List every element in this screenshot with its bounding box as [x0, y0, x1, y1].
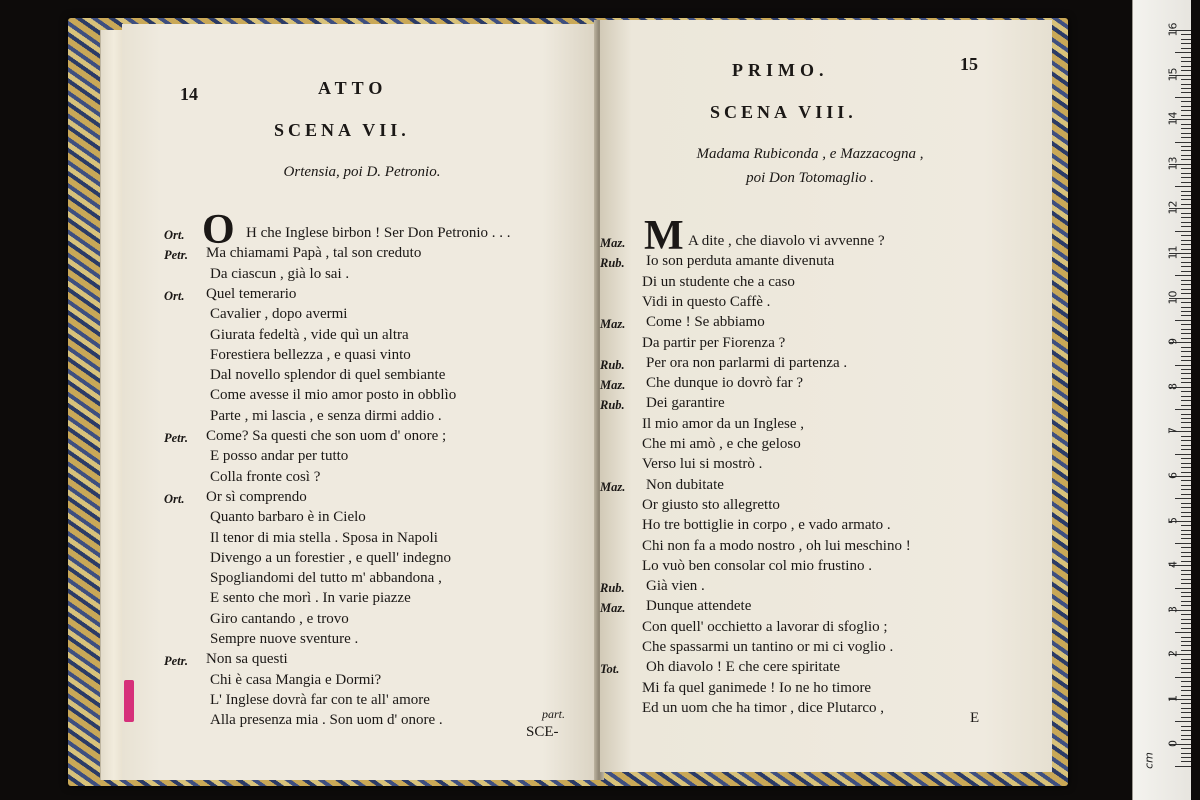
ruler-tick [1181, 449, 1191, 450]
ruler-tick [1181, 257, 1191, 258]
ruler-tick [1181, 249, 1191, 250]
ruler-tick [1181, 405, 1191, 406]
ruler-tick [1175, 498, 1191, 499]
catchword: E [970, 710, 980, 726]
ruler-tick [1181, 217, 1191, 218]
ruler-unit: cm [1142, 752, 1156, 769]
ruler-tick [1181, 686, 1191, 687]
ruler-number: 4 [1166, 561, 1180, 569]
ruler-tick [1181, 480, 1191, 481]
ruler-tick [1181, 659, 1191, 660]
verse-line: Quanto barbaro è in Cielo [210, 509, 366, 526]
speaker-label: Ort. [164, 228, 185, 242]
ruler-tick [1181, 373, 1191, 374]
stage-direction: part. [542, 707, 566, 721]
verse-line: Dei garantire [646, 395, 725, 412]
verse-line: Con quell' occhietto a lavorar di sfoglio ; [642, 618, 888, 635]
ruler-tick [1181, 547, 1191, 548]
verse-line: Giurata fedeltà , vide quì un altra [210, 326, 409, 343]
ruler-number: 14 [1166, 111, 1180, 126]
ruler-tick [1181, 351, 1191, 352]
verse-line: Di un studente che a caso [642, 273, 795, 290]
verse-line: Non dubitate [646, 476, 724, 493]
drop-cap: M [644, 213, 684, 259]
ruler-tick [1181, 124, 1191, 125]
ruler-tick [1181, 708, 1191, 709]
scene-title: SCENA VII. [274, 120, 410, 140]
ruler-tick [1181, 382, 1191, 383]
ruler-tick [1175, 186, 1191, 187]
verse-line: Sempre nuove sventure . [210, 631, 359, 647]
ruler-tick [1181, 400, 1191, 401]
ruler-tick [1181, 628, 1191, 629]
ruler-number: 8 [1166, 382, 1180, 390]
ruler-tick [1181, 289, 1191, 290]
ruler-tick [1181, 43, 1191, 44]
verse-line: Dunque attendete [646, 598, 752, 615]
ruler-tick [1181, 302, 1191, 303]
ruler-tick [1181, 150, 1191, 151]
ruler-tick [1181, 79, 1191, 80]
verse-line: Chi non fa a modo nostro , oh lui meschino ! [642, 537, 911, 554]
ruler-tick [1181, 391, 1191, 392]
verse-line: Chi è casa Mangia e Dormi? [210, 671, 382, 688]
ruler-tick [1181, 695, 1191, 696]
ruler-tick [1181, 753, 1191, 754]
verse-line: Vidi in questo Caffè . [642, 293, 771, 310]
verse-line: Ma chiamami Papà , tal son creduto [206, 245, 422, 262]
ruler-tick [1181, 195, 1191, 196]
ruler-tick [1181, 668, 1191, 669]
ruler-tick [1181, 106, 1191, 107]
ruler-tick [1181, 427, 1191, 428]
ruler-tick [1181, 39, 1191, 40]
ruler-tick [1181, 672, 1191, 673]
verse-line: Che dunque io dovrò far ? [646, 375, 804, 392]
ruler-tick [1181, 347, 1191, 348]
ruler-tick [1181, 570, 1191, 571]
verse-line: Da partir per Fiorenza ? [642, 334, 786, 351]
ruler-tick [1181, 315, 1191, 316]
ruler-tick [1181, 88, 1191, 89]
ruler-tick [1181, 525, 1191, 526]
ruler-tick [1181, 650, 1191, 651]
verse-line: Divengo a un forestier , e quell' indegno [210, 549, 451, 566]
ruler-tick [1181, 396, 1191, 397]
verse-line: Cavalier , dopo avermi [210, 306, 348, 323]
verse-line: Io son perduta amante divenuta [646, 253, 835, 270]
character-list [620, 142, 1000, 190]
verse-line: Come? Sa questi che son uom d' onore ; [206, 428, 447, 444]
ruler-tick [1181, 240, 1191, 241]
ruler-tick [1175, 275, 1191, 276]
ruler-tick [1181, 530, 1191, 531]
character-line: poi Don Totomaglio . [746, 170, 874, 186]
ruler-tick [1181, 592, 1191, 593]
ruler-tick [1181, 284, 1191, 285]
ruler-tick [1181, 137, 1191, 138]
ruler-tick [1181, 338, 1191, 339]
ruler-tick [1181, 244, 1191, 245]
ruler-tick [1181, 333, 1191, 334]
right-page [600, 20, 1052, 772]
ruler-number: 12 [1166, 200, 1180, 215]
ruler-tick [1181, 726, 1191, 727]
ruler-tick [1181, 293, 1191, 294]
ruler-tick [1181, 324, 1191, 325]
ruler-tick [1181, 445, 1191, 446]
page-number: 14 [180, 84, 198, 104]
ruler-tick [1175, 721, 1191, 722]
ruler-tick [1181, 561, 1191, 562]
verse-line: Forestiera bellezza , e quasi vinto [210, 346, 411, 363]
left-page [122, 24, 600, 780]
ruler-tick [1181, 467, 1191, 468]
ruler-tick [1175, 766, 1191, 767]
ruler-tick [1181, 235, 1191, 236]
character-list: Ortensia, poi D. Petronio. [283, 164, 441, 180]
ruler-tick [1181, 605, 1191, 606]
speaker-label: Petr. [164, 431, 188, 445]
verse-line: Or sì comprendo [206, 488, 307, 505]
ruler-tick [1181, 472, 1191, 473]
ruler-tick [1181, 583, 1191, 584]
ruler-tick [1181, 226, 1191, 227]
ruler-number: 3 [1166, 605, 1180, 613]
ruler-tick [1175, 52, 1191, 53]
ruler-tick [1181, 101, 1191, 102]
speaker-label: Rub. [600, 581, 625, 596]
ruler-tick [1181, 168, 1191, 169]
ruler-tick [1175, 409, 1191, 410]
ruler-tick [1181, 204, 1191, 205]
verse-line: A dite , che diavolo vi avvenne ? [688, 233, 885, 249]
verse-line: Verso lui si mostrò . [642, 456, 763, 473]
catchword: SCE- [526, 724, 559, 740]
speaker-label: Petr. [164, 654, 188, 669]
ruler-tick [1181, 645, 1191, 646]
speaker-label: Rub. [600, 256, 625, 271]
speaker-label: Ort. [164, 288, 185, 303]
ruler-tick [1181, 48, 1191, 49]
ruler-tick [1181, 601, 1191, 602]
ruler-number: 15 [1166, 67, 1180, 82]
ruler-tick [1181, 66, 1191, 67]
ruler-tick [1181, 703, 1191, 704]
speaker-label: Rub. [600, 357, 625, 372]
running-head: PRIMO. [732, 60, 829, 80]
ruler-tick [1175, 677, 1191, 678]
speaker-label: Maz. [600, 378, 626, 393]
ruler-tick [1181, 690, 1191, 691]
ruler-tick [1175, 365, 1191, 366]
ruler-tick [1181, 173, 1191, 174]
verse-line: Colla fronte così ? [210, 468, 321, 485]
ruler-tick [1181, 712, 1191, 713]
ruler-tick [1181, 436, 1191, 437]
verse-line: Giro cantando , e trovo [210, 610, 349, 627]
ruler-tick [1181, 57, 1191, 58]
ruler-tick [1175, 97, 1191, 98]
ruler-tick [1181, 133, 1191, 134]
speaker-label: Maz. [600, 479, 626, 494]
ruler-tick [1175, 320, 1191, 321]
verse-line: Quel temerario [206, 285, 297, 302]
ruler-tick [1181, 311, 1191, 312]
scene-title: SCENA VIII. [710, 102, 857, 122]
ruler-tick [1181, 222, 1191, 223]
ruler-number: 13 [1166, 156, 1180, 171]
ruler-tick [1181, 596, 1191, 597]
verse-line: Non sa questi [206, 651, 288, 668]
ruler-tick [1181, 369, 1191, 370]
ruler-tick [1181, 485, 1191, 486]
ruler-tick [1181, 619, 1191, 620]
ruler-tick [1181, 182, 1191, 183]
ruler-tick [1181, 552, 1191, 553]
ruler-tick [1181, 115, 1191, 116]
speaker-label: Ort. [164, 491, 185, 506]
ruler-tick [1181, 681, 1191, 682]
verse-line: Mi fa quel ganimede ! Io ne ho timore [642, 679, 872, 696]
verse-line: Spogliandomi del tutto m' abbandona , [210, 570, 442, 587]
measurement-ruler [1132, 0, 1191, 800]
ruler-number: 2 [1166, 650, 1180, 658]
verse-line: Per ora non parlarmi di partenza . [646, 354, 848, 371]
ruler-tick [1175, 454, 1191, 455]
character-line: Madama Rubiconda , e Mazzacogna , [696, 146, 924, 162]
verse-line: Il mio amor da un Inglese , [642, 415, 805, 432]
ruler-tick [1181, 494, 1191, 495]
ruler-tick [1181, 92, 1191, 93]
ruler-tick [1175, 543, 1191, 544]
ruler-tick [1181, 61, 1191, 62]
ruler-tick [1181, 280, 1191, 281]
verse-line: H che Inglese birbon ! Ser Don Petronio . . . [246, 225, 511, 241]
ruler-tick [1181, 159, 1191, 160]
ruler-tick [1181, 730, 1191, 731]
ruler-tick [1181, 458, 1191, 459]
verse-line: Oh diavolo ! E che cere spiritate [646, 659, 841, 676]
ruler-tick [1181, 356, 1191, 357]
ruler-tick [1175, 142, 1191, 143]
verse-line: Che spassarmi un tantino or mi ci voglio . [642, 639, 894, 655]
ruler-number: 1 [1166, 695, 1180, 702]
ruler-tick [1181, 146, 1191, 147]
ruler-tick [1181, 637, 1191, 638]
verse-line: L' Inglese dovrà far con te all' amore [210, 691, 430, 708]
verse-line: Già vien . [646, 578, 705, 595]
ruler-number: 10 [1166, 290, 1180, 305]
ruler-tick [1181, 307, 1191, 308]
ruler-tick [1181, 440, 1191, 441]
verse-line: Da ciascun , già lo sai . [210, 265, 350, 282]
ruler-number: 0 [1166, 739, 1180, 747]
ruler-tick [1181, 538, 1191, 539]
ruler-tick [1181, 34, 1191, 35]
ruler-tick [1181, 579, 1191, 580]
verse-line: Ed un uom che ha timor , dice Plutarco , [642, 699, 885, 716]
pink-tab-mark [124, 680, 134, 722]
ruler-number: 9 [1166, 338, 1180, 346]
ruler-tick [1181, 641, 1191, 642]
verse-line: Parte , mi lascia , e senza dirmi addio . [210, 407, 442, 424]
ruler-tick [1181, 735, 1191, 736]
ruler-tick [1181, 757, 1191, 758]
ruler-tick [1181, 507, 1191, 508]
verse-line: E sento che morì . In varie piazze [210, 590, 411, 607]
ruler-tick [1181, 516, 1191, 517]
ruler-tick [1181, 418, 1191, 419]
ruler-tick [1181, 177, 1191, 178]
ruler-tick [1181, 503, 1191, 504]
ruler-tick [1181, 70, 1191, 71]
ruler-tick [1181, 414, 1191, 415]
verse-line: Dal novello splendor di quel sembiante [210, 367, 446, 384]
speaker-label: Maz. [600, 236, 626, 250]
speaker-label: Maz. [600, 601, 626, 616]
ruler-tick [1181, 556, 1191, 557]
ruler-tick [1181, 761, 1191, 762]
ruler-tick [1181, 271, 1191, 272]
ruler-number: 6 [1166, 472, 1180, 479]
ruler-tick [1181, 128, 1191, 129]
ruler-tick [1181, 489, 1191, 490]
ruler-tick [1175, 632, 1191, 633]
running-head: ATTO [318, 78, 388, 98]
ruler-tick [1181, 378, 1191, 379]
ruler-tick [1181, 213, 1191, 214]
ruler-tick [1181, 748, 1191, 749]
ruler-number: 11 [1166, 245, 1180, 260]
speaker-label: Maz. [600, 317, 626, 332]
verse-line: Lo vuò ben consolar col mio frustino . [642, 557, 872, 574]
ruler-tick [1181, 155, 1191, 156]
ruler-tick [1181, 614, 1191, 615]
ruler-tick [1181, 717, 1191, 718]
verse-line: Ho tre bottiglie in corpo , e vado armato . [642, 517, 891, 534]
ruler-tick [1181, 199, 1191, 200]
ruler-tick [1181, 534, 1191, 535]
ruler-tick [1181, 266, 1191, 267]
verse-line: Come avesse il mio amor posto in obblìo [210, 387, 457, 404]
verse-line: Come ! Se abbiamo [646, 314, 765, 331]
ruler-number: 5 [1166, 516, 1180, 524]
ruler-tick [1181, 422, 1191, 423]
ruler-tick [1175, 231, 1191, 232]
ruler-tick [1181, 262, 1191, 263]
ruler-tick [1181, 512, 1191, 513]
verse-line: Alla presenza mia . Son uom d' onore . [210, 712, 443, 729]
drop-cap: O [202, 207, 235, 253]
ruler-tick [1181, 574, 1191, 575]
ruler-tick [1181, 739, 1191, 740]
speaker-label: Tot. [600, 662, 620, 677]
ruler-tick [1181, 110, 1191, 111]
ruler-tick [1181, 623, 1191, 624]
ruler-tick [1175, 588, 1191, 589]
verse-line: Or giusto sto allegretto [642, 496, 780, 513]
ruler-tick [1181, 84, 1191, 85]
page-number: 15 [960, 54, 978, 74]
verse-line: E posso andar per tutto [210, 448, 349, 465]
ruler-tick [1181, 191, 1191, 192]
ruler-number: 7 [1166, 427, 1180, 435]
ruler-tick [1181, 329, 1191, 330]
speaker-label: Rub. [600, 398, 625, 413]
verse-line: Che mi amò , e che geloso [642, 436, 801, 452]
speaker-label: Petr. [164, 248, 188, 263]
verse-line: Il tenor di mia stella . Sposa in Napoli [210, 529, 438, 546]
ruler-number: 16 [1166, 22, 1180, 37]
ruler-tick [1181, 663, 1191, 664]
ruler-tick [1181, 463, 1191, 464]
ruler-tick [1181, 360, 1191, 361]
